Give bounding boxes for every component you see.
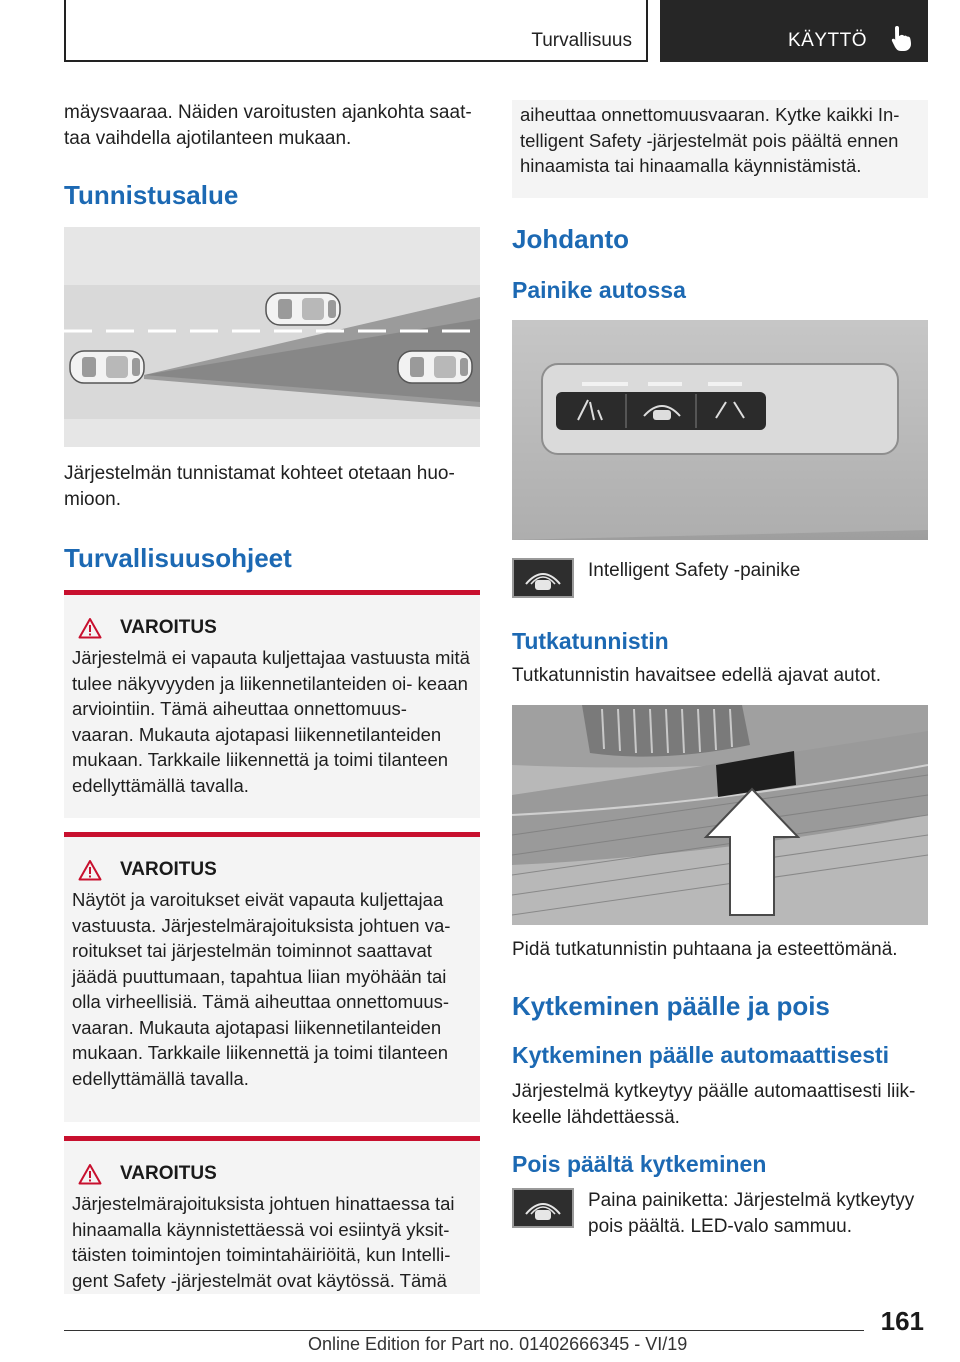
radar-sensor-photo [512, 705, 928, 925]
radar-text: Tutkatunnistin havaitsee edellä ajavat autot. [512, 665, 881, 686]
warning-title: VAROITUS [120, 859, 217, 880]
car-ahead-icon [266, 293, 340, 325]
warning-text: Järjestelmä ei vapauta kuljettajaa vastuusta mitä tulee näkyvyyden ja liikennetilanteiden oi‐ keaan arviointiin. Tämä aiheuttaa onnettomuus‐ vaaran. Mukauta ajotapasi liikennetilanteiden mukaan. Tarkkaile liikennettä ja toimi tilanteen edellyttämällä tavalla. [72, 647, 470, 796]
header-section-label: Turvallisuus [531, 30, 632, 51]
header-chapter-tab [660, 0, 928, 62]
heading-safety-instructions: Turvallisuusohjeet [64, 543, 292, 573]
pointing-hand-icon [890, 24, 914, 52]
warning-box-3 [64, 1136, 480, 1294]
button-panel-illustration [512, 320, 928, 540]
heading-introduction: Johdanto [512, 224, 629, 254]
warning-continuation [512, 100, 928, 198]
car-right-icon [398, 351, 472, 383]
button-caption: Intelligent Safety -painike [588, 560, 801, 581]
auto-on-text: Järjestelmä kytkeytyy päälle automaattisesti liik‐ keelle lähdettäessä. [512, 1081, 916, 1128]
left-column [64, 100, 480, 1294]
heading-auto-switch-on: Kytkeminen päälle automaattisesti [512, 1042, 890, 1068]
heading-detection-area: Tunnistusalue [64, 180, 239, 210]
right-column [512, 100, 928, 1240]
detection-area-illustration [64, 227, 480, 447]
intelligent-safety-button-icon [512, 1188, 574, 1228]
heading-button-in-car: Painike autossa [512, 277, 686, 303]
heading-switch-off: Pois päältä kytkeminen [512, 1151, 767, 1177]
heading-radar-sensor: Tutkatunnistin [512, 628, 669, 654]
warning-text: Järjestelmärajoituksista johtuen hinattaessa tai hinaamalla käynnistettäessä voi esiintyä yksit‐ täisten toimintojen toimintahäiriöitä, kun Intelli‐ gent Safety -järjestelmät ovat käytössä. Tämä [72, 1193, 455, 1291]
footer-divider [64, 1330, 864, 1331]
header-chapter-label: KÄYTTÖ [788, 30, 868, 51]
own-car-icon [70, 351, 144, 383]
header-section-tab [64, 0, 648, 62]
radar-sensor-illustration [512, 705, 928, 925]
warning-title: VAROITUS [120, 1163, 217, 1184]
warning-box-2 [64, 832, 480, 1122]
warning-text: Näytöt ja varoitukset eivät vapauta kuljettajaa vastuusta. Järjestelmärajoituksista johtuen va‐ roitukset tai järjestelmän toiminnot saattavat jäädä puuttumaan, tapahtua liian myöhään tai olla virheellisiä. Tämä aiheuttaa onnettomuus‐ vaaran. Mukauta ajotapasi liikennetilanteiden mukaan. Tarkkaile liikennettä ja toimi tilanteen edellyttämällä tavalla. [72, 889, 451, 1089]
switch-off-text: Paina painiketta: Järjestelmä kytkeytyy pois päältä. LED-valo sammuu. [588, 1190, 915, 1237]
detection-caption: Järjestelmän tunnistamat kohteet otetaan huo‐ mioon. [64, 463, 455, 510]
page-number: 161 [880, 1306, 924, 1336]
warning-triangle-icon [78, 1163, 102, 1185]
page-header [64, 0, 928, 64]
intro-paragraph: mäysvaaraa. Näiden varoitusten ajankohta saat‐ taa vaihdella ajotilanteen mukaan. [64, 102, 472, 149]
warning-title: VAROITUS [120, 617, 217, 638]
detection-diagram [64, 227, 480, 447]
intelligent-safety-button-icon [512, 558, 574, 598]
heading-switch-on-off: Kytkeminen päälle ja pois [512, 991, 830, 1021]
warning-continuation-text: aiheuttaa onnettomuusvaaran. Kytke kaikki In‐ telligent Safety -järjestelmät pois päältä ennen hinaamista tai hinaamalla käynnistämistä. [520, 104, 900, 176]
radar-caption: Pidä tutkatunnistin puhtaana ja esteettömänä. [512, 939, 898, 960]
switch-off-row [512, 1188, 928, 1240]
warning-triangle-icon [78, 859, 102, 881]
edition-note: Online Edition for Part no. 01402666345 - VI/19 [308, 1334, 688, 1354]
warning-box-1 [64, 590, 480, 818]
button-caption-row [512, 558, 928, 598]
warning-triangle-icon [78, 617, 102, 639]
button-panel-photo [512, 320, 928, 540]
